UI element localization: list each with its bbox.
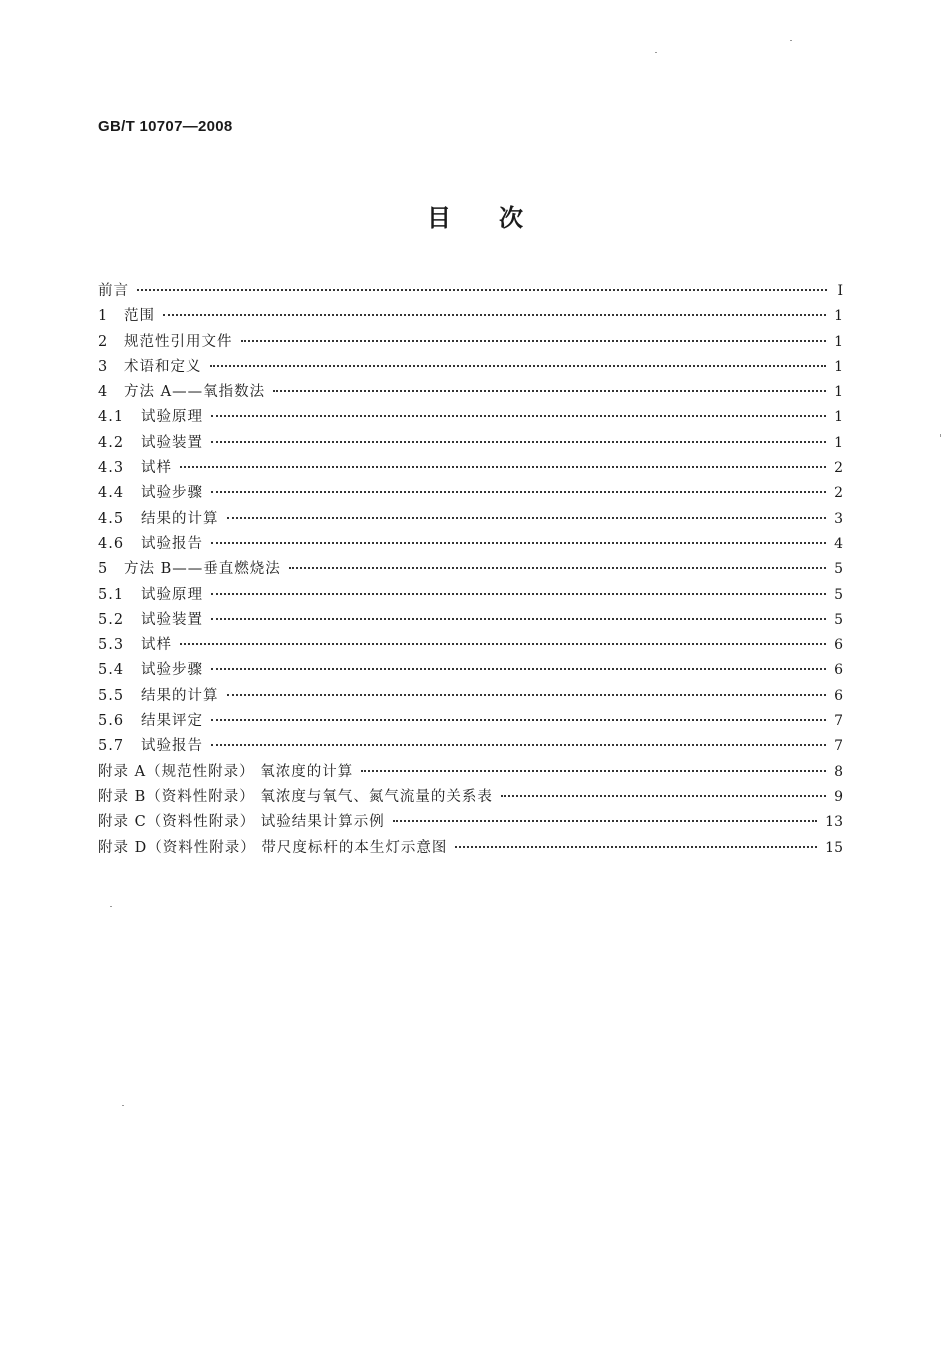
toc-entry-label: 结果评定 [141, 713, 203, 730]
toc-dot-leader [211, 541, 826, 544]
toc-entry-page: 1 [834, 384, 843, 401]
toc-entry-label: 试验步骤 [141, 485, 203, 502]
toc-entry[interactable] [98, 658, 843, 683]
toc-entry-page: 6 [834, 662, 843, 679]
toc-entry-label: 试验装置 [141, 434, 203, 451]
toc-entry-number: 5.1 [98, 586, 125, 603]
toc-entry-number: 5.4 [98, 662, 125, 679]
toc-entry[interactable] [98, 431, 843, 456]
toc-entry-number: 5.6 [98, 713, 125, 730]
toc-entry-page: 3 [834, 510, 843, 527]
toc-entry-page: 13 [825, 814, 843, 831]
toc-dot-leader [211, 440, 826, 443]
toc-entry[interactable] [98, 330, 843, 355]
toc-entry-number: 4.2 [98, 434, 125, 451]
toc-entry-label: 试样 [141, 460, 172, 477]
toc-entry-number: 3 [98, 358, 109, 375]
toc-entry-page: 6 [834, 687, 843, 704]
toc-entry-page: 4 [834, 535, 843, 552]
toc-entry-page: 2 [834, 485, 843, 502]
toc-dot-leader [241, 339, 827, 342]
toc-dot-leader [211, 414, 826, 417]
page-title-char-2: 次 [499, 204, 523, 232]
toc-dot-leader [180, 465, 826, 468]
toc-entry-page: 2 [834, 460, 843, 477]
standard-code: GB/T 10707—2008 [98, 118, 233, 135]
toc-entry[interactable] [98, 380, 843, 405]
toc-entry-number: 2 [98, 333, 109, 350]
toc-entry[interactable] [98, 456, 843, 481]
toc-dot-leader [393, 819, 817, 822]
toc-dot-leader [289, 566, 826, 569]
toc-entry-label: 附录 C（资料性附录） 试验结果计算示例 [98, 814, 385, 831]
toc-entry-page: 7 [834, 713, 843, 730]
toc-entry-page: 9 [834, 788, 843, 805]
toc-dot-leader [180, 642, 826, 645]
toc-entry-page: 5 [834, 611, 843, 628]
toc-entry-label: 试验原理 [141, 586, 203, 603]
toc-entry-page: 7 [834, 738, 843, 755]
scan-speck [122, 1105, 124, 1106]
toc-entry[interactable] [98, 760, 843, 785]
scan-speck [110, 906, 112, 907]
toc-entry-label: 范围 [124, 308, 155, 325]
toc-entry-number: 4.4 [98, 485, 125, 502]
scan-speck [655, 52, 657, 53]
toc-entry[interactable] [98, 684, 843, 709]
toc-entry-page: 1 [834, 409, 843, 426]
toc-entry-label: 结果的计算 [141, 510, 219, 527]
toc-entry-page: 1 [834, 333, 843, 350]
toc-entry-label: 附录 B（资料性附录） 氧浓度与氧气、氮气流量的关系表 [98, 788, 493, 805]
toc-entry-page: 6 [834, 637, 843, 654]
toc-dot-leader [210, 364, 827, 367]
toc-entry-number: 5.2 [98, 611, 125, 628]
toc-entry[interactable] [98, 709, 843, 734]
toc-entry-label: 附录 A（规范性附录） 氧浓度的计算 [98, 763, 354, 780]
toc-entry-label: 附录 D（资料性附录） 带尺度标杆的本生灯示意图 [98, 839, 448, 856]
toc-entry[interactable] [98, 405, 843, 430]
toc-entry-label: 试验步骤 [141, 662, 203, 679]
toc-entry-page: 1 [834, 358, 843, 375]
toc-entry-page: 8 [834, 763, 843, 780]
toc-entry[interactable] [98, 304, 843, 329]
toc-entry-page: I [837, 283, 843, 299]
toc-entry-label: 试样 [141, 637, 172, 654]
toc-dot-leader [211, 490, 826, 493]
toc-entry[interactable] [98, 279, 843, 304]
toc-entry[interactable] [98, 532, 843, 557]
toc-entry-page: 1 [834, 434, 843, 451]
toc-entry-label: 规范性引用文件 [124, 333, 233, 350]
toc-entry[interactable] [98, 481, 843, 506]
toc-dot-leader [211, 718, 826, 721]
toc-entry[interactable] [98, 785, 843, 810]
toc-entry-number: 4.1 [98, 409, 125, 426]
toc-dot-leader [163, 313, 826, 316]
toc-entry-number: 4.3 [98, 460, 125, 477]
toc-dot-leader [211, 617, 826, 620]
toc-entry[interactable] [98, 507, 843, 532]
toc-entry-label: 方法 B——垂直燃烧法 [124, 561, 281, 578]
scan-speck [790, 40, 792, 41]
toc-entry-number: 5.5 [98, 687, 125, 704]
toc-entry-number: 4.5 [98, 510, 125, 527]
page-title [0, 198, 950, 233]
toc-entry-page: 5 [834, 586, 843, 603]
toc-dot-leader [455, 845, 817, 848]
toc-dot-leader [211, 667, 826, 670]
toc-entry[interactable] [98, 355, 843, 380]
toc-dot-leader [227, 516, 827, 519]
toc-dot-leader [227, 693, 827, 696]
toc-dot-leader [137, 288, 827, 291]
toc-entry-number: 5.7 [98, 738, 125, 755]
toc-entry-label: 结果的计算 [141, 687, 219, 704]
toc-entry[interactable] [98, 557, 843, 582]
toc-entry-label: 试验原理 [141, 409, 203, 426]
toc-entry-number: 4.6 [98, 535, 125, 552]
toc-entry-number: 5 [98, 561, 109, 578]
toc-entry-page: 5 [834, 561, 843, 578]
toc-dot-leader [211, 592, 826, 595]
toc-entry-label: 前言 [98, 283, 129, 299]
toc-entry-label: 方法 A——氧指数法 [124, 384, 266, 401]
table-of-contents [98, 279, 843, 861]
toc-entry-number: 1 [98, 308, 109, 325]
toc-entry-label: 试验报告 [141, 535, 203, 552]
toc-entry-number: 4 [98, 384, 109, 401]
toc-entry[interactable] [98, 734, 843, 759]
toc-dot-leader [361, 769, 826, 772]
toc-entry[interactable] [98, 836, 843, 861]
toc-entry[interactable] [98, 608, 843, 633]
toc-entry[interactable] [98, 583, 843, 608]
toc-entry-label: 术语和定义 [124, 358, 202, 375]
page-title-char-1: 目 [427, 204, 451, 232]
toc-dot-leader [211, 743, 826, 746]
toc-entry-label: 试验报告 [141, 738, 203, 755]
toc-entry-number: 5.3 [98, 637, 125, 654]
toc-entry[interactable] [98, 633, 843, 658]
toc-entry[interactable] [98, 810, 843, 835]
toc-entry-page: 15 [825, 839, 843, 856]
toc-dot-leader [501, 794, 826, 797]
scan-speck [940, 434, 941, 437]
toc-entry-label: 试验装置 [141, 611, 203, 628]
toc-dot-leader [273, 389, 826, 392]
toc-entry-page: 1 [834, 308, 843, 325]
